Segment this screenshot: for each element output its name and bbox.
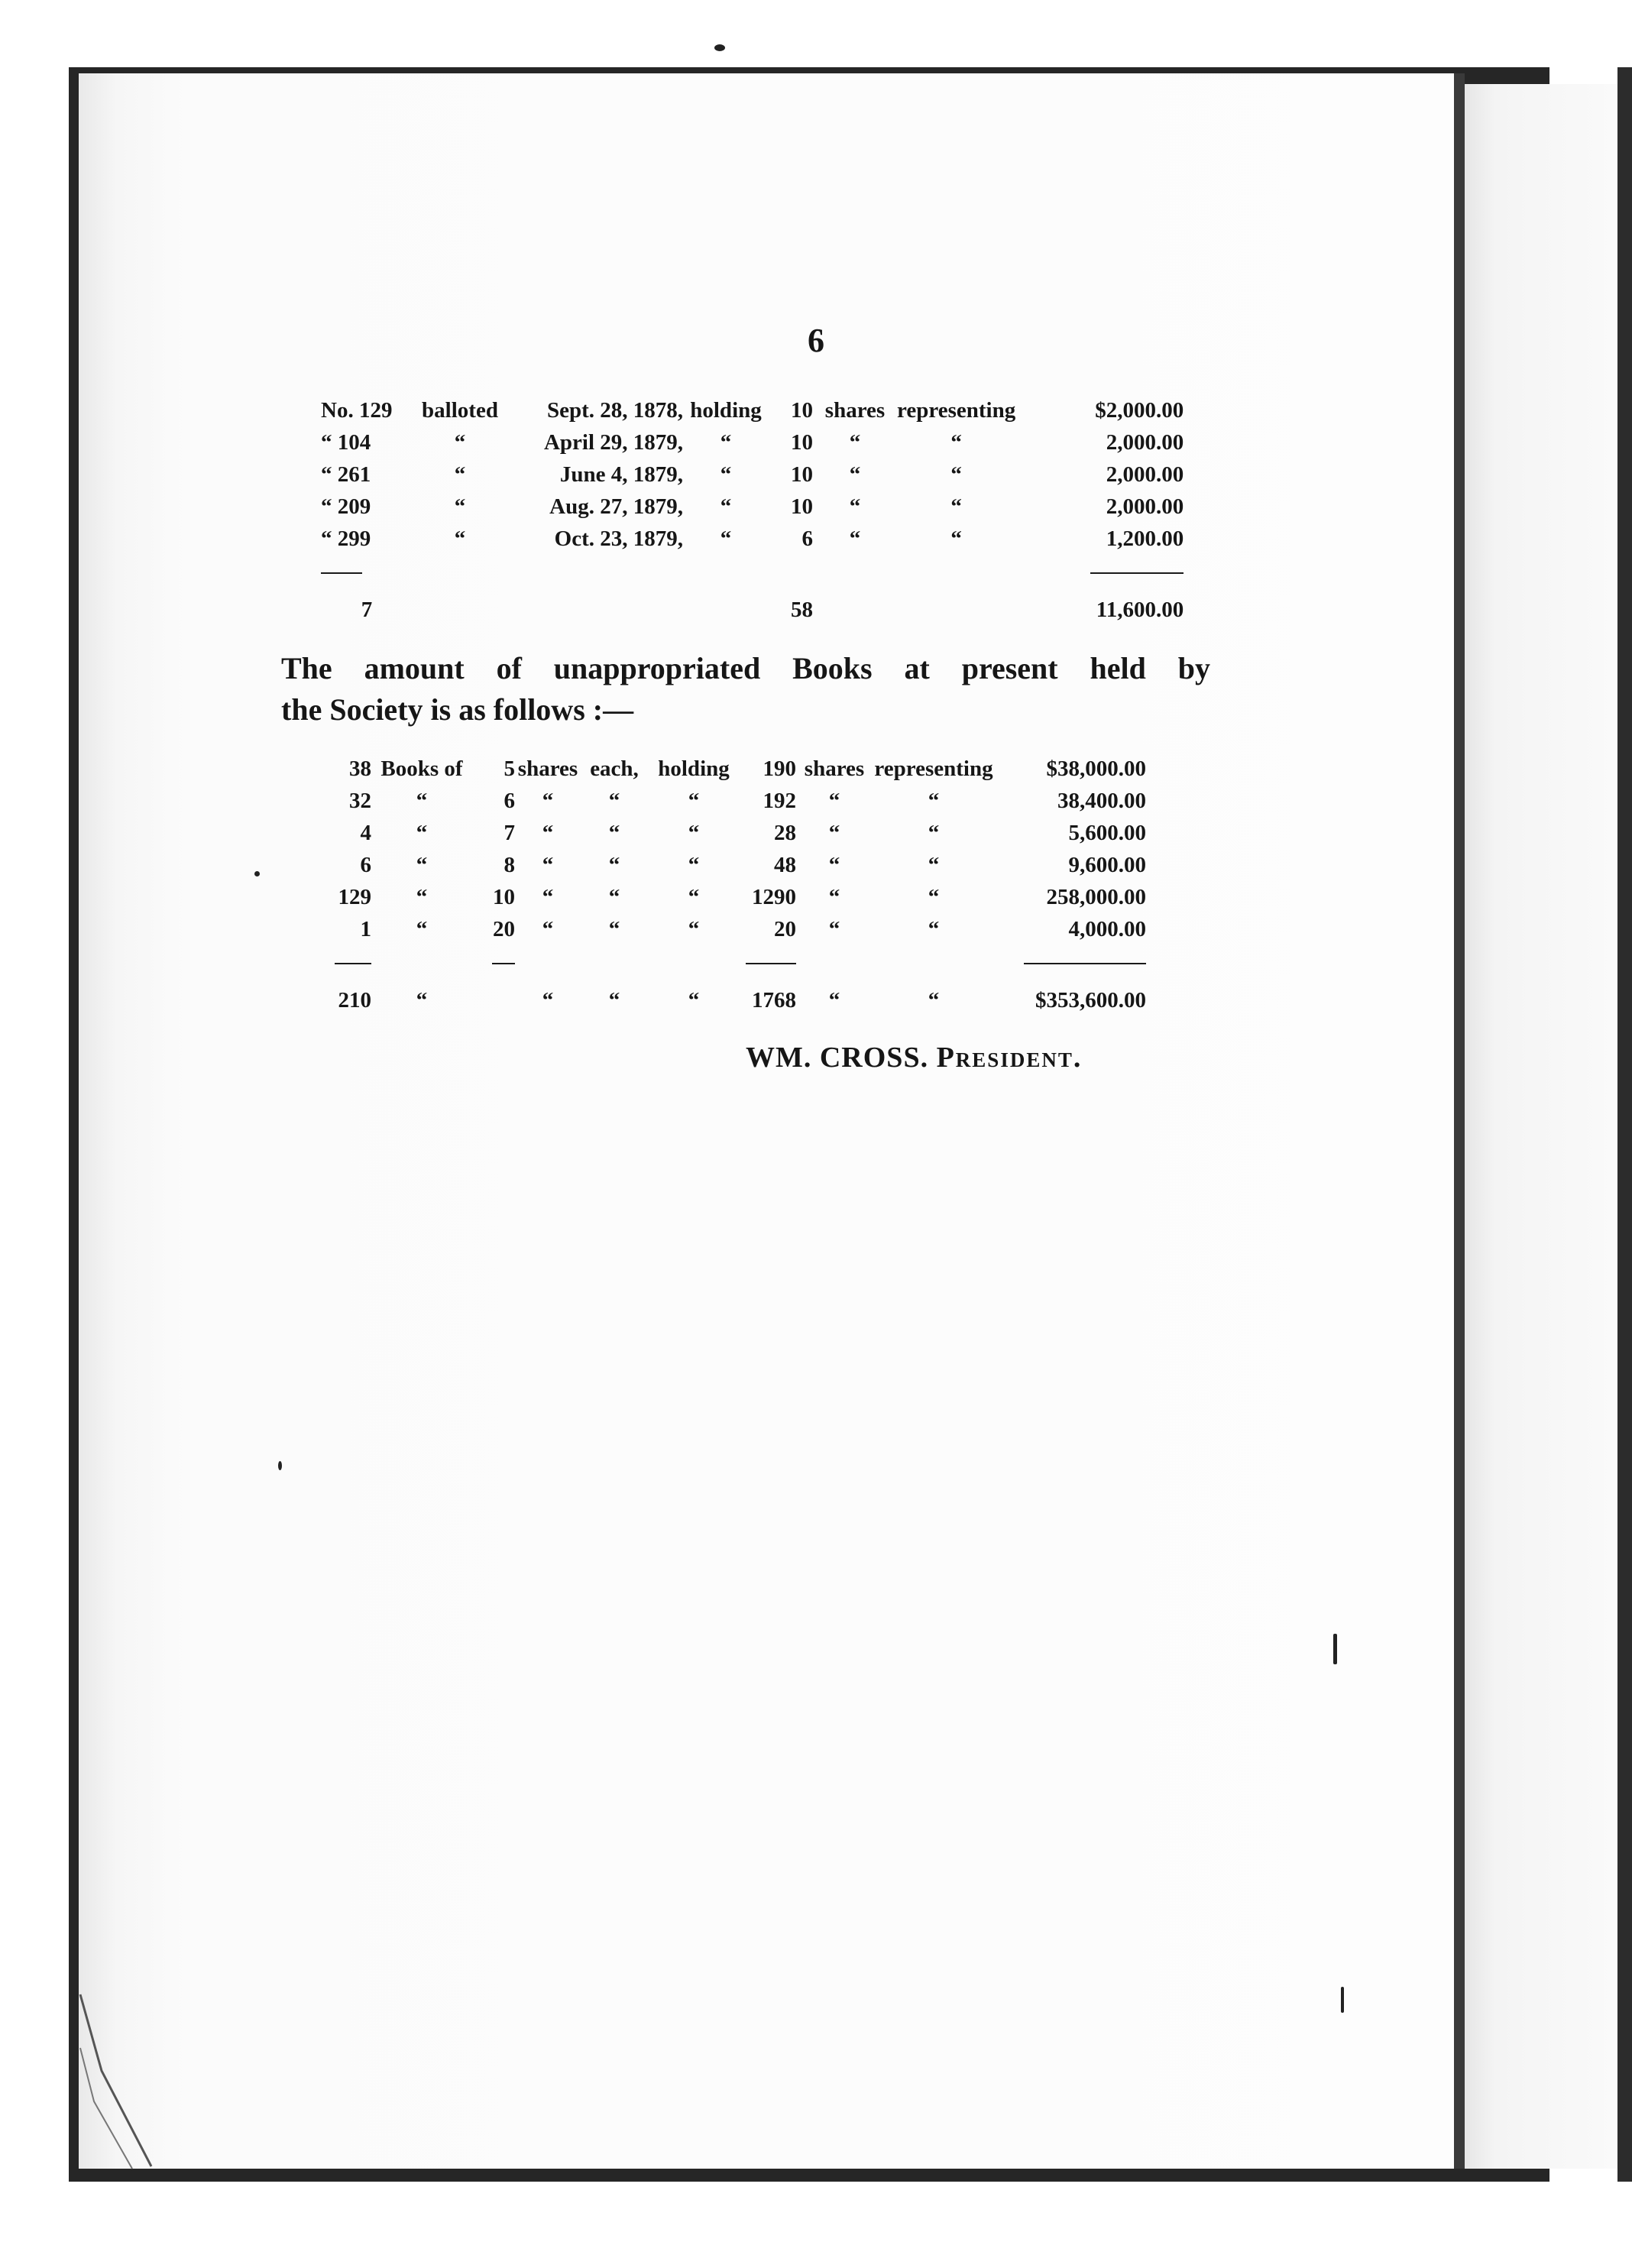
signatory-title: President. (936, 1042, 1083, 1074)
folded-corner (79, 1979, 163, 2170)
signatory-name: WM. CROSS. (746, 1042, 929, 1074)
scan-speck (278, 1461, 282, 1470)
books-row (329, 817, 1146, 849)
books-count: 210 (338, 988, 371, 1013)
amount-cell: 1,200.00 (1106, 526, 1184, 551)
shares-cell: “ (828, 820, 840, 845)
date-cell: April 29, 1879, (543, 429, 683, 455)
shares-cell: “ (849, 462, 861, 487)
books-row (329, 849, 1146, 881)
shares-cell: “ (542, 788, 554, 813)
book-number: “ 261 (321, 462, 371, 487)
shares-cell: “ (828, 788, 840, 813)
books-of-cell: “ (416, 884, 428, 909)
shares-cell: shares (824, 397, 886, 423)
ballot-row (321, 491, 1184, 523)
shares-cell: “ (828, 916, 840, 941)
ballot-row (321, 523, 1184, 555)
shares-cell: shares (804, 756, 865, 781)
shares-count: 10 (791, 494, 813, 519)
date-cell: Sept. 28, 1878, (546, 397, 683, 423)
amount-cell: 9,600.00 (1068, 852, 1146, 877)
shares-per-book: 5 (504, 756, 515, 781)
ballot-row (321, 394, 1184, 426)
shares-cell: “ (542, 916, 554, 941)
intro-paragraph (281, 648, 1210, 731)
representing-cell: “ (928, 788, 940, 813)
shares-cell: “ (542, 988, 554, 1013)
representing-cell: “ (928, 852, 940, 877)
rule-line (746, 963, 796, 964)
representing-cell: “ (928, 820, 940, 845)
ballot-row (321, 426, 1184, 458)
adjacent-page (1465, 84, 1617, 2169)
date-cell: June 4, 1879, (559, 462, 683, 487)
representing-cell: “ (928, 988, 940, 1013)
paragraph-line: The amount of unappropriated Books at present held by (281, 651, 1210, 685)
books-total-row (329, 970, 1146, 1013)
representing-cell: “ (950, 429, 962, 455)
book-number: No. 129 (321, 397, 393, 423)
each-cell: “ (608, 916, 620, 941)
books-row (329, 753, 1146, 785)
amount-cell: 5,600.00 (1068, 820, 1146, 845)
amount-cell: 2,000.00 (1106, 429, 1184, 455)
each-cell: “ (608, 988, 620, 1013)
representing-cell: representing (897, 397, 1016, 423)
shares-per-book (472, 970, 515, 1013)
amount-cell: $2,000.00 (1095, 397, 1184, 423)
holding-cell: “ (720, 429, 732, 455)
total-row (321, 580, 1184, 623)
holding-cell: holding (690, 397, 762, 423)
shares-per-book: 10 (493, 884, 515, 909)
books-row (329, 881, 1146, 913)
total-shares: 58 (791, 598, 813, 622)
shares-count: 10 (791, 429, 813, 455)
books-of-cell: “ (416, 988, 428, 1013)
book-number: “ 104 (321, 429, 371, 455)
scan-speck (1333, 1634, 1337, 1664)
action-cell: “ (454, 429, 466, 455)
each-cell: “ (608, 852, 620, 877)
shares-cell: “ (849, 494, 861, 519)
scan-speck (714, 44, 725, 51)
each-cell: each, (590, 756, 639, 781)
holding-cell: holding (658, 756, 730, 781)
shares-count: 6 (801, 526, 813, 551)
books-of-cell: “ (416, 820, 428, 845)
representing-cell: “ (950, 526, 962, 551)
shares-cell: “ (542, 852, 554, 877)
shares-per-book: 6 (504, 788, 515, 813)
each-cell: “ (608, 788, 620, 813)
rule-row (329, 945, 1146, 970)
books-count: 32 (349, 788, 371, 813)
shares-count: 10 (791, 397, 813, 423)
balloted-books-table (321, 394, 1184, 623)
amount-cell: $38,000.00 (1046, 756, 1146, 781)
shares-cell: “ (828, 852, 840, 877)
shares-cell: shares (517, 756, 578, 781)
unappropriated-books-table (329, 753, 1146, 1013)
amount-cell: 2,000.00 (1106, 494, 1184, 519)
amount-cell: 2,000.00 (1106, 462, 1184, 487)
date-cell: Oct. 23, 1879, (554, 526, 683, 551)
representing-cell: “ (950, 494, 962, 519)
total-shares: 1768 (752, 988, 796, 1013)
holding-cell: “ (688, 820, 700, 845)
ballot-row (321, 458, 1184, 491)
page-edge (1454, 73, 1465, 2169)
total-shares: 48 (774, 852, 796, 877)
books-row (329, 785, 1146, 817)
shares-per-book: 20 (493, 916, 515, 941)
book-number: “ 299 (321, 526, 371, 551)
holding-cell: “ (720, 462, 732, 487)
book-number: “ 209 (321, 494, 371, 519)
total-shares: 192 (763, 788, 796, 813)
holding-cell: “ (720, 494, 732, 519)
representing-cell: “ (928, 884, 940, 909)
rule-line (1090, 572, 1184, 574)
shares-per-book: 8 (504, 852, 515, 877)
total-shares: 1290 (752, 884, 796, 909)
total-amount: 11,600.00 (1096, 598, 1184, 622)
holding-cell: “ (688, 884, 700, 909)
document-page (79, 73, 1454, 2169)
amount-cell: 38,400.00 (1057, 788, 1146, 813)
books-of-cell: Books of (380, 756, 463, 781)
scan-speck (1341, 1987, 1344, 2013)
shares-count: 10 (791, 462, 813, 487)
shares-cell: “ (849, 526, 861, 551)
total-count: 7 (361, 598, 373, 622)
each-cell: “ (608, 884, 620, 909)
page-number: 6 (808, 322, 824, 359)
books-count: 6 (360, 852, 371, 877)
action-cell: “ (454, 462, 466, 487)
books-of-cell: “ (416, 916, 428, 941)
paragraph-line: the Society is as follows :— (281, 692, 634, 727)
books-row (329, 913, 1146, 945)
holding-cell: “ (688, 988, 700, 1013)
shares-cell: “ (828, 988, 840, 1013)
amount-cell: $353,600.00 (1035, 988, 1146, 1013)
books-count: 4 (360, 820, 371, 845)
rule-row (321, 555, 1184, 580)
rule-line (1024, 963, 1146, 964)
rule-line (335, 963, 371, 964)
action-cell: “ (454, 526, 466, 551)
shares-per-book: 7 (504, 820, 515, 845)
action-cell: balloted (422, 397, 498, 423)
holding-cell: “ (688, 916, 700, 941)
shares-cell: “ (542, 820, 554, 845)
holding-cell: “ (720, 526, 732, 551)
shares-cell: “ (542, 884, 554, 909)
holding-cell: “ (688, 788, 700, 813)
total-shares: 190 (763, 756, 796, 781)
shares-cell: “ (849, 429, 861, 455)
representing-cell: “ (928, 916, 940, 941)
each-cell: “ (608, 820, 620, 845)
shares-cell: “ (828, 884, 840, 909)
scanner-frame-right (1617, 67, 1632, 2182)
representing-cell: “ (950, 462, 962, 487)
books-count: 129 (338, 884, 371, 909)
date-cell: Aug. 27, 1879, (549, 494, 683, 519)
total-shares: 20 (774, 916, 796, 941)
rule-line (321, 572, 362, 574)
signature-line (746, 1041, 1082, 1074)
books-of-cell: “ (416, 852, 428, 877)
representing-cell: representing (874, 756, 993, 781)
books-of-cell: “ (416, 788, 428, 813)
scan-speck (254, 871, 260, 876)
amount-cell: 258,000.00 (1046, 884, 1146, 909)
amount-cell: 4,000.00 (1068, 916, 1146, 941)
books-count: 1 (360, 916, 371, 941)
rule-line (492, 963, 515, 964)
total-shares: 28 (774, 820, 796, 845)
books-count: 38 (349, 756, 371, 781)
holding-cell: “ (688, 852, 700, 877)
action-cell: “ (454, 494, 466, 519)
